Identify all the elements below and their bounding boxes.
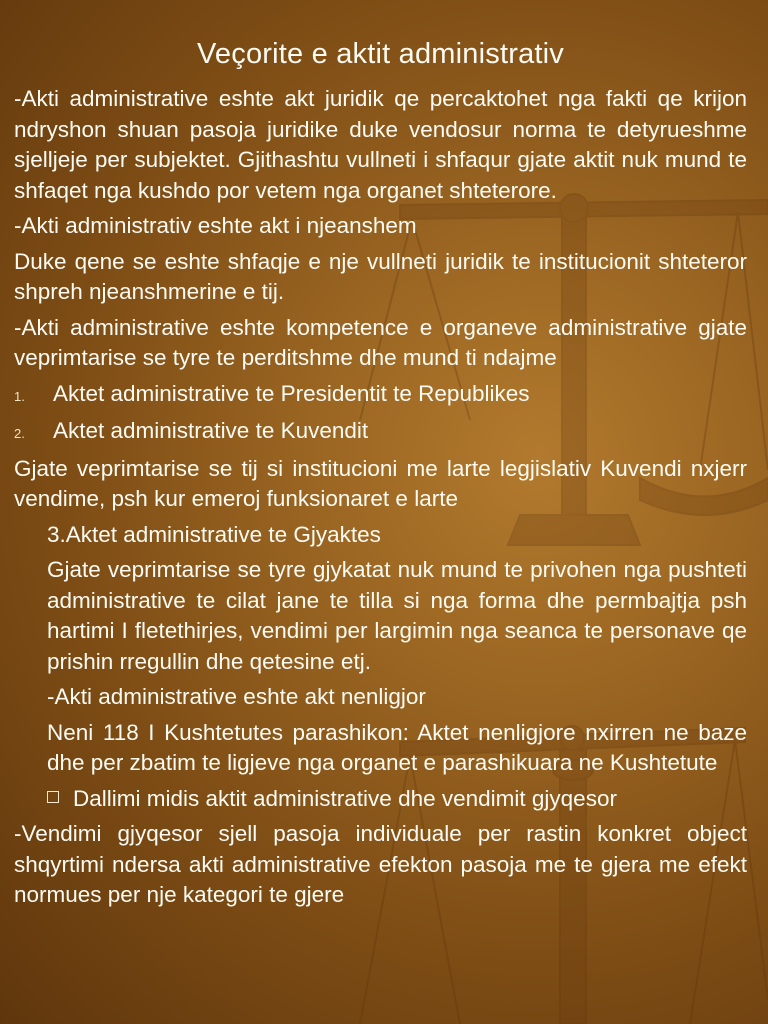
list-item-text: Aktet administrative te Kuvendit [53,418,369,443]
paragraph-courts-text: Gjate veprimtarise se tyre gjykatat nuk mund te privohen nga pushteti administrative te cilat jane te tilla si nga forma dhe permbajtja psh hartimi I fletethirjes, vendimi per largimin nga seanca te personave qe prishin rregullin dhe qetesine etj. [47,557,747,674]
paragraph-sublegal-heading: -Akti administrative eshte akt nenligjor [47,684,426,709]
paragraph-courts-heading: 3.Aktet administrative te Gjyaktes [47,521,381,547]
slide-content [14,0,747,1024]
list-item-text: Aktet administrative te Presidentit te Republikes [53,380,530,406]
list-item [14,416,747,450]
paragraph-parliament: Gjate veprimtarise se tij si institucioni me larte legjislativ Kuvendi nxjerr vendime, psh kur emeroj funksionaret e larte [14,455,747,511]
paragraph-unilateral-heading: -Akti administrativ eshte akt i njeanshem [14,213,417,238]
slide-title: Veçorite e aktit administrativ [196,38,565,70]
paragraph-constitution: Neni 118 I Kushtetutes parashikon: Aktet nenligjore nxirren ne baze dhe per zbatim te ligjeve nga organet e parashikuara ne Kushtetute [47,719,747,775]
paragraph-definition: -Akti administrative eshte akt juridik qe percaktohet nga fakti qe krijon ndryshon shuan pasoja juridike duke vendosur norma te detyrueshme sjelljeje per subjektet. Gjithashtu vullneti i shfaqur gjate aktit nuk mund te shfaqet nga kushdo por vetem nga organet shteterore. [14,86,747,203]
list-number: 1. [14,388,25,404]
bullet-text: Dallimi midis aktit administrative dhe vendimit gjyqesor [73,785,617,811]
bullet-item [47,784,747,815]
list-number: 2. [14,426,25,441]
numbered-list [14,379,747,450]
square-bullet-icon [47,791,59,803]
list-item [14,379,747,413]
paragraph-court-decision: -Vendimi gjyqesor sjell pasoja individuale per rastin konkret object shqyrtimi ndersa akti administrative efekton pasoja me te gjera me efekt normues per nje kategori te gjere [14,821,747,907]
paragraph-competence: -Akti administrative eshte kompetence e organeve administrative gjate veprimtarise se tyre te perditshme dhe mund ti ndajme [14,314,747,370]
paragraph-unilateral-text: Duke qene se eshte shfaqje e nje vullneti juridik te institucionit shteteror shpreh njeanshmerine e tij. [14,248,747,304]
